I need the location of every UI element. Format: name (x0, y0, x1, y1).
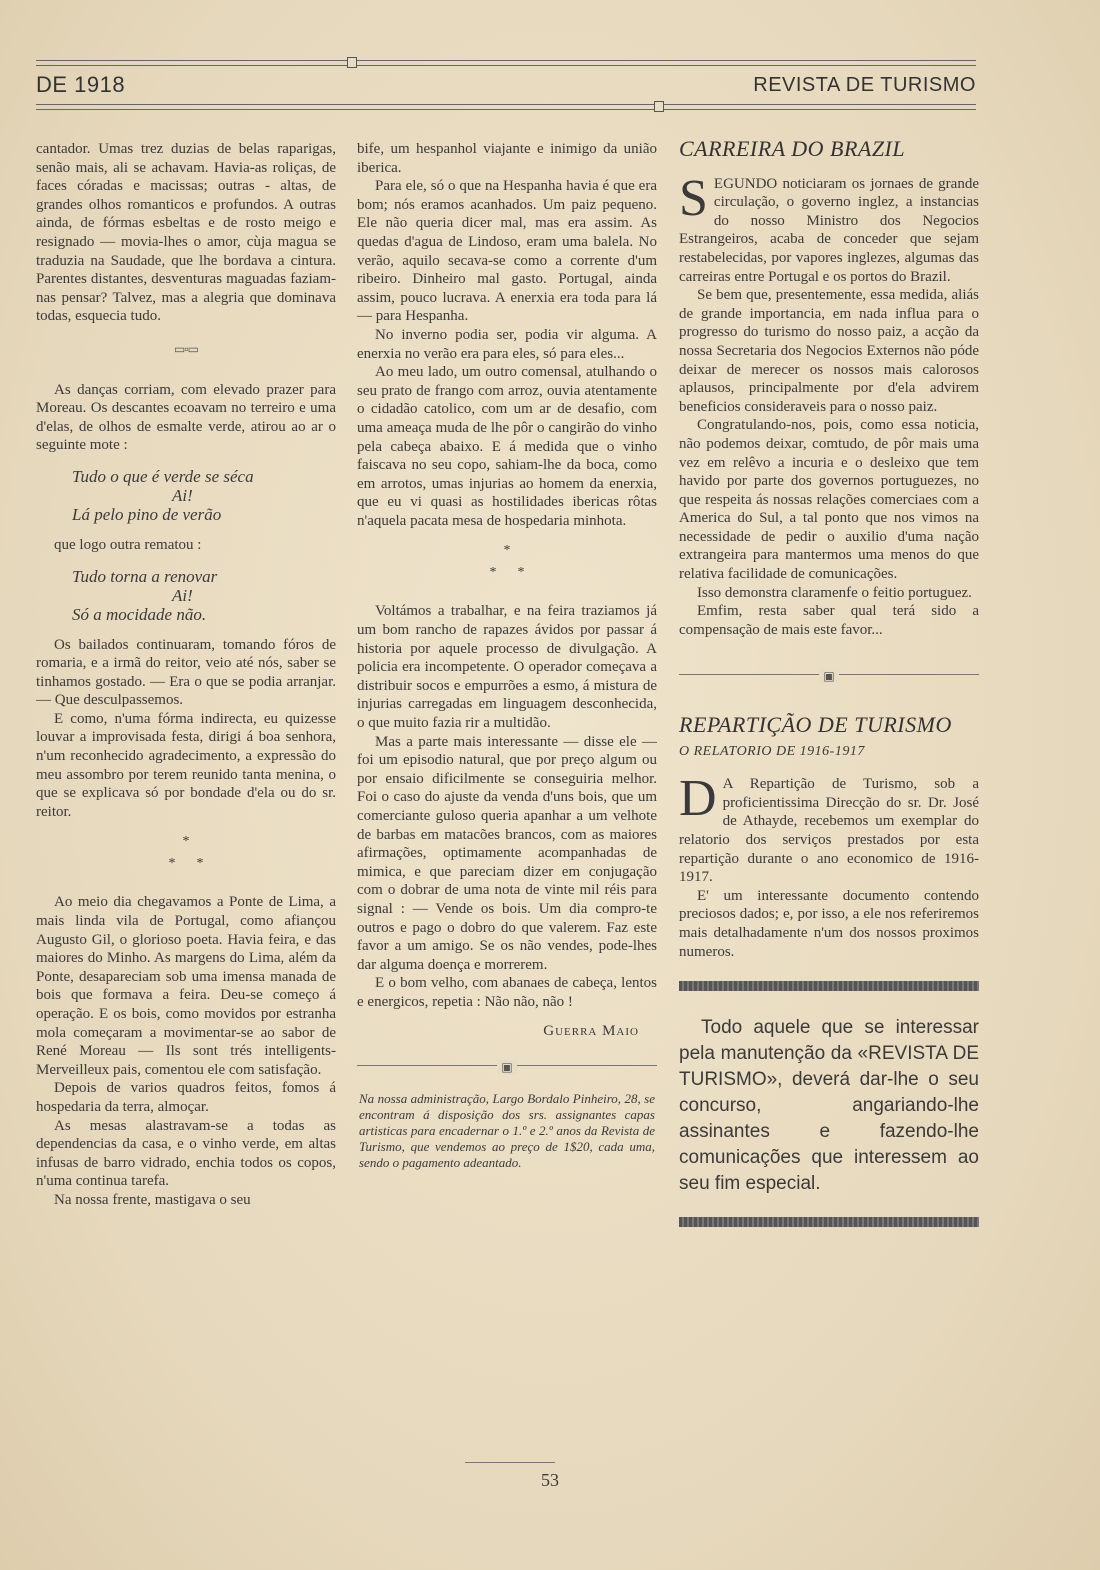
verse-line: Ai! (172, 485, 193, 505)
asterism-line: * (503, 543, 511, 559)
paragraph-dropcap (679, 169, 979, 287)
section-title: REPARTIÇÃO DE TURISMO (679, 712, 952, 738)
paragraph: No inverno podia ser, podia vir alguma. A enerxia no verão era para eles, só para eles... (357, 326, 657, 362)
column-1 (36, 140, 336, 1210)
header-date: DE 1918 (36, 72, 126, 97)
page-number: 53 (541, 1470, 559, 1490)
verse-mote (36, 467, 336, 524)
paragraph: As danças corriam, com elevado prazer para Moreau. Os descantes ecoavam no terreiro e uma d'elas, de olhos de esmalte verde, atirou ao ar o seguinte mote : (36, 381, 336, 454)
paragraph: bife, um hespanhol viajante e inimigo da união iberica. (357, 141, 657, 176)
decorative-bar (679, 981, 979, 991)
section-separator: ▣ (357, 1058, 657, 1077)
paragraph: Depois de varios quadros feitos, fomos á hospedaria da terra, almoçar. (36, 1080, 336, 1115)
asterism (357, 540, 657, 584)
ornament-divider: ▭▫▭ (174, 341, 198, 356)
asterism-line: * * (489, 565, 525, 581)
paragraph-text: A Repartição de Turismo, sob a proficientissima Direcção do sr. Dr. José de Athayde, recebemos um exemplar do relatorio dos serviços prestados por esta repartição durante o ano economico de 1916-1917. (679, 776, 979, 886)
verse-line: Ai! (172, 585, 193, 605)
paragraph-dropcap (679, 770, 979, 887)
paragraph: Mas a parte mais interessante — disse ele — foi um episodio natural, que por preço algum ou por ensaio dificilmente se conseguiria melhor. Foi o caso do ajuste da venda d'uns bois, que um comerciante guloso queria apanhar a um velhote de barbas em matacões brancos, com as maiores afirmações, optimamente acompanhadas de mimica, e que pareciam dizer em conjugação com o dobrar de uma nota de vinte mil réis para signal : — Vende os bois. Um dia compro-te outros e pago o dobro do que valerem. Faz este favor a um amigo. Se os não vendes, pode-lhes dar alguma doença e morrerem. (357, 733, 657, 973)
asterism (36, 831, 336, 875)
header-title: REVISTA DE TURISMO (753, 74, 976, 96)
rule-ornament (654, 101, 664, 112)
drop-cap: D (679, 770, 717, 828)
header-rule-top (36, 60, 976, 66)
section-title: CARREIRA DO BRAZIL (679, 136, 906, 161)
paragraph: E' um interessante documento contendo preciosos dados; e, por isso, a ele nos referiremos mais detalhadamente n'um dos nossos proximos numeros. (679, 887, 979, 960)
verse-line: Só a mocidade não. (72, 604, 207, 624)
page-number-rule (465, 1462, 555, 1463)
paragraph: Na nossa frente, mastigava o seu (54, 1191, 251, 1208)
paragraph: cantador. Umas trez duzias de belas raparigas, senão mais, ali se achavam. Havia-as roliças, de faces córadas e macissas; outras - altas, de grandes olhos romanticos e profundos. A outras ainda, de fórmas esbeltas e de rosto meigo e resignado — movia-lhes o amor, cùja magua se traduzia na Saudade, que lhe bordava a cintura. Parentes distantes, desventuras maguadas faziam-nas pensar? Talvez, mas a alegria que dominava todas, esquecia tudo. (36, 141, 336, 325)
paragraph: Ao meio dia chegavamos a Ponte de Lima, a mais linda vila de Portugal, como afiançou Augusto Gil, o glorioso poeta. Havia feira, e das maiores do Minho. As margens do Lima, além da Ponte, desapareciam sob uma imensa manada de bois que formava a feira. Deu-se começo á operação. E os bois, como movidos por estranha mola começaram a movimentar-se ao sabor de René Moreau — Ils sont trés intelligents-Merveilleux pais, comentou ele com satisfação. (36, 894, 336, 1078)
paragraph: que logo outra rematou : (54, 536, 202, 553)
rule-ornament (347, 57, 357, 68)
paragraph: E como, n'uma fórma indirecta, eu quizesse louvar a improvisada festa, dirigi á boa senhora, n'um reconhecido agradecimento, a expressão do meu assombro por terem reunido tanta menina, o que se explicava só por bondade d'ela ou do sr. reitor. (36, 710, 336, 820)
subscription-appeal: Todo aquele que se interessar pela manutenção da «REVISTA DE TURISMO», deverá dar-lhe o seu concurso, angariando-lhe assinantes e fazendo-lhe comunicações que interessem ao seu fim especial. (679, 1017, 979, 1195)
paragraph: Voltámos a trabalhar, e na feira traziamos já um bom rancho de rapazes ávidos por passar á historia por aquele processo de divulgação. A policia era incompetente. O operador começava a distribuir socos e empurrões a esmo, á mistura de injurias carregadas em linguagem desconhecida, o que muito fazia rir a multidão. (357, 603, 657, 732)
paragraph: Emfim, resta saber qual terá sido a compensação de mais este favor... (679, 603, 979, 638)
asterism-line: * (182, 834, 190, 850)
column-2 (357, 140, 657, 1171)
paragraph: E o bom velho, com abanaes de cabeça, lentos e energicos, repetia : Não não, não ! (357, 975, 657, 1010)
author-signature: Guerra Maio (543, 1022, 639, 1039)
asterism-line: * * (168, 856, 204, 872)
header-rule-bottom (36, 104, 976, 110)
administration-notice: Na nossa administração, Largo Bordalo Pinheiro, 28, se encontram á disposição dos srs. assignantes capas artisticas para encadernar o 1.º e 2.º anos da Revista de Turismo, que vendemos ao preço de 1$20, cada uma, sendo o pagamento adeantado. (359, 1090, 655, 1170)
paragraph: Isso demonstra claramenfe o feitio portuguez. (697, 584, 972, 601)
section-separator: ▣ (679, 667, 979, 686)
paragraph: Para ele, só o que na Hespanha havia é que era bom; nós eramos acanhados. Um paiz pequeno. Ele não queria dicer mal, mas era assim. As quedas d'agua de Lindoso, eram uma balela. No verão, aquilo secava-se como a corrente d'um ribeiro. Dinheiro mal gasto. Portugal, ainda assim, pouco lucrava. A enerxia era toda para lá — para Hespanha. (357, 178, 657, 325)
drop-cap: S (679, 169, 708, 227)
paragraph: As mesas alastravam-se a todas as dependencias da casa, e o vinho verde, em altas infusas de barro vidrado, enchia todos os copos, n'uma continua tarefa. (36, 1117, 336, 1190)
paragraph-text: EGUNDO noticiaram os jornaes de grande circulação, o governo inglez, a instancias do nosso Ministro dos Negocios Estrangeiros, acaba de conceder que sejam restabelecidas, por vapores inglezes, algumas das carreiras entre Portugal e os portos do Brazil. (679, 175, 979, 285)
verse-line: Lá pelo pino de verão (72, 504, 222, 524)
paragraph: Congratulando-nos, pois, como essa noticia, não podemos deixar, comtudo, de pôr mais uma vez em relêvo a incuria e o desleixo que tem havido por parte dos governos portuguezes, no que respeita ás nossas relações comerciaes com a America do Sul, a tal ponto que nos vimos na necessidade de pedir o auxilio d'uma nação extrangeira para mantermos uma menos do que relativa facilidade de comunicações. (679, 417, 979, 583)
paragraph: Se bem que, presentemente, essa medida, aliás de grande importancia, em nada influa para o progresso do turismo do nosso paiz, a acção da nossa Secretaria dos Negocios Externos não póde deixar de merecer os nossos mais calorosos aplausos, principalmente por d'ela advirem beneficios consideraveis para o nosso paiz. (679, 287, 979, 415)
column-3 (679, 136, 979, 1251)
decorative-bar (679, 1217, 979, 1227)
verse-line: Tudo torna a renovar (72, 566, 218, 586)
verse-line: Tudo o que é verde se séca (72, 466, 254, 486)
verse-reply (36, 567, 336, 624)
section-subtitle: O RELATORIO DE 1916-1917 (679, 743, 865, 759)
paragraph: Os bailados continuaram, tomando fóros de romaria, e a irmã do reitor, veio até nós, saber se tinhamos gostado. — Era o que se podia arranjar. — Que desculpassemos. (36, 636, 336, 709)
paragraph: Ao meu lado, um outro comensal, atulhando o seu prato de frango com arroz, ouvia atentamente o cidadão catolico, com um ar de desafio, com uma ameaça muda de lhe pôr o cangirão do vinho pela cabeça abaixo. E á medida que o vinho faiscava no seu copo, sahiam-lhe da boca, como em arrotos, umas injurias ao homem da enerxia, que eu vi quasi as hostilidades ibericas rôtas n'aquela pacata mesa de hospedaria minhota. (357, 364, 657, 529)
